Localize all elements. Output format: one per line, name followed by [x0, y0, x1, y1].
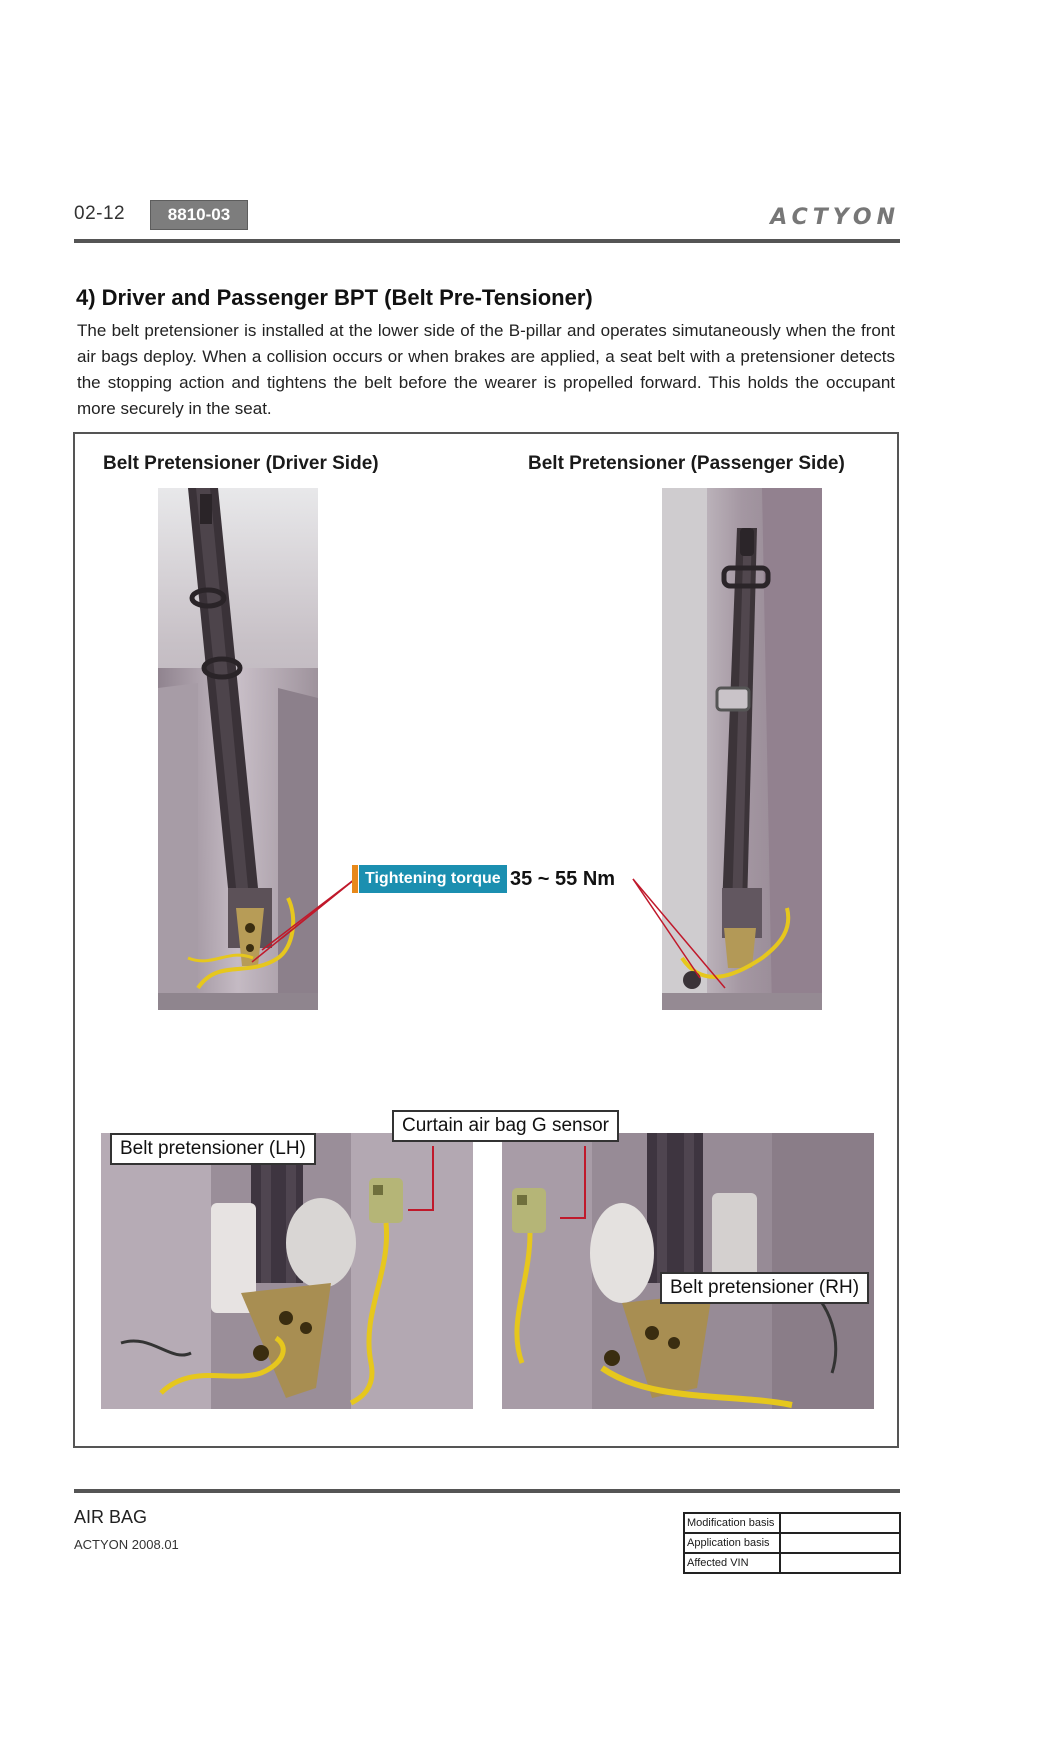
footer-model-date: ACTYON 2008.01 — [74, 1537, 179, 1552]
callout-belt-pretensioner-lh: Belt pretensioner (LH) — [110, 1133, 316, 1165]
callout-curtain-airbag-g-sensor: Curtain air bag G sensor — [392, 1110, 619, 1142]
photo-belt-pretensioner-lh — [101, 1133, 473, 1409]
section-code-badge: 8810-03 — [150, 200, 248, 230]
revision-row — [684, 1553, 900, 1573]
torque-value: 35 ~ 55 Nm — [510, 868, 616, 890]
revision-value — [780, 1513, 900, 1533]
label-driver-side: Belt Pretensioner (Driver Side) — [103, 453, 379, 474]
footer-section-name: AIR BAG — [74, 1507, 148, 1527]
photo-passenger-side — [662, 488, 822, 1010]
photo-driver-side — [158, 488, 318, 1010]
callout-belt-pretensioner-rh: Belt pretensioner (RH) — [660, 1272, 869, 1304]
revision-label: Application basis — [684, 1533, 780, 1553]
torque-label-badge: Tightening torque — [359, 865, 507, 893]
page-number: 02-12 — [74, 203, 126, 224]
revision-row — [684, 1513, 900, 1533]
photo-belt-pretensioner-rh — [502, 1133, 874, 1409]
section-body: The belt pretensioner is installed at the lower side of the B-pillar and operates simutaneously when the front air bags deploy. When a collision occurs or when brakes are applied, a seat belt with a pretensioner detects the stopping action and tightens the belt before the wearer is propelled forward. This holds the occupant more securely in the seat. — [77, 321, 895, 418]
revision-table — [683, 1512, 901, 1574]
revision-value — [780, 1553, 900, 1573]
brand-logo: ACTYON — [770, 205, 900, 230]
revision-label: Modification basis — [684, 1513, 780, 1533]
header-rule — [74, 239, 900, 243]
revision-row — [684, 1533, 900, 1553]
torque-marker — [352, 865, 358, 893]
footer-rule — [74, 1489, 900, 1493]
revision-label: Affected VIN — [684, 1553, 780, 1573]
label-passenger-side: Belt Pretensioner (Passenger Side) — [528, 453, 845, 474]
revision-value — [780, 1533, 900, 1553]
section-title: 4) Driver and Passenger BPT (Belt Pre-Tensioner) — [76, 285, 593, 310]
